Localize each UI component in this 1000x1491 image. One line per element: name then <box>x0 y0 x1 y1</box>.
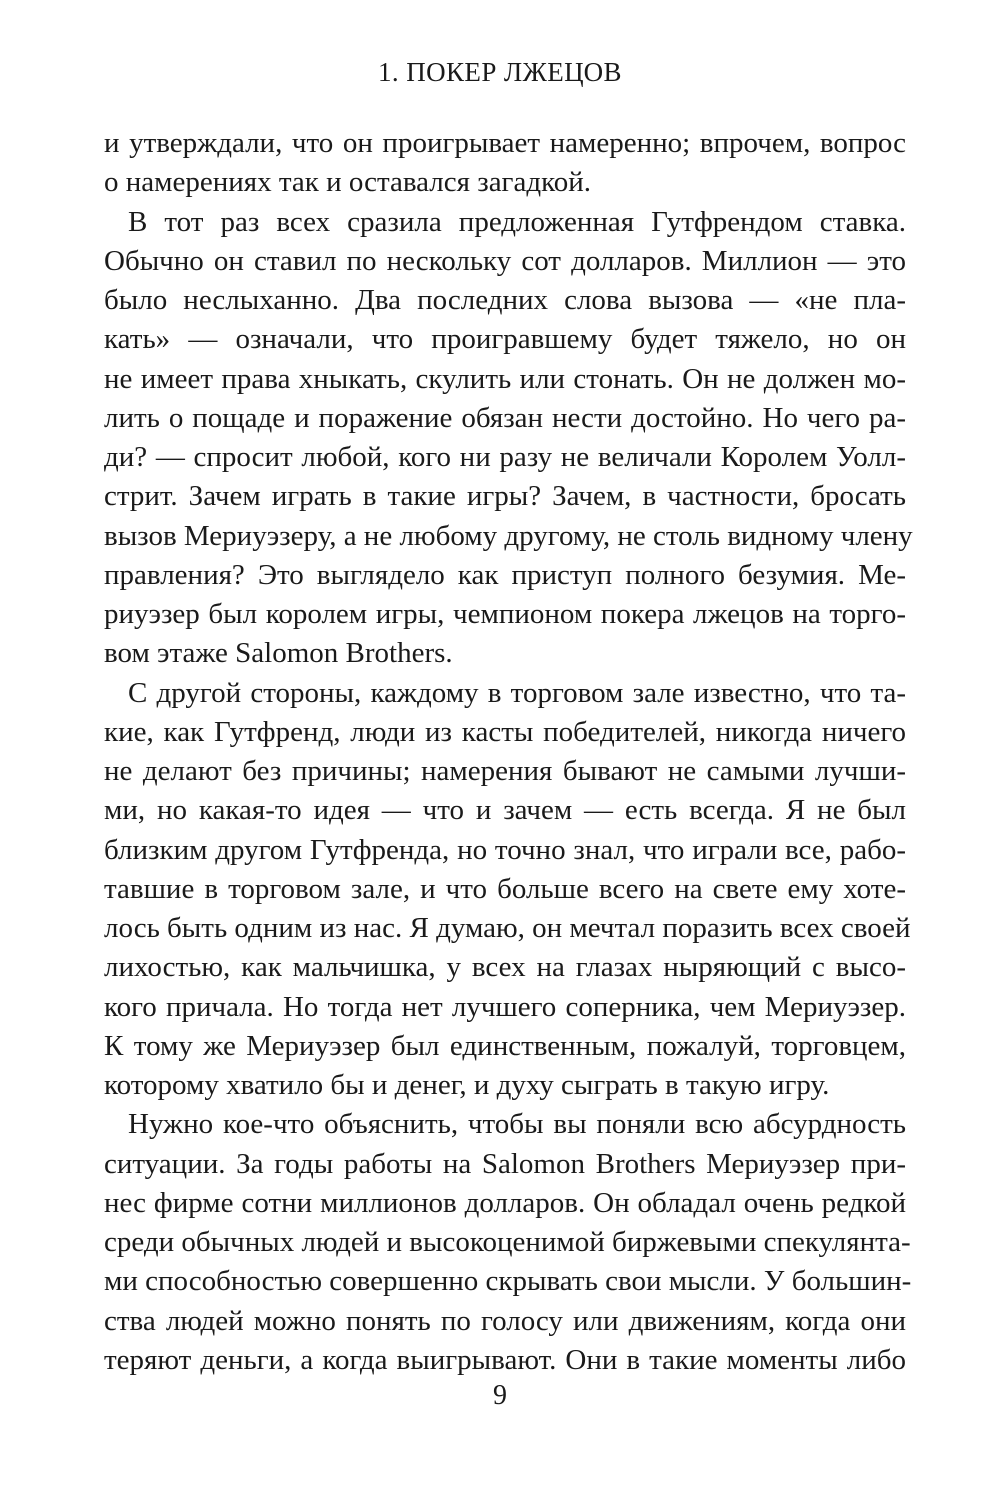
text-line: о намерениях так и оставался загадкой. <box>104 166 591 199</box>
text-line: ди? — спросит любой, кого ни разу не величали Королем Уолл- <box>104 441 906 473</box>
text-line: ства людей можно понять по голосу или движениям, когда они <box>104 1304 906 1337</box>
text-line: К тому же Мериуэзер был единственным, пожалуй, торговцем, <box>104 1029 906 1062</box>
text-line: теряют деньги, а когда выигрывают. Они в такие моменты либо <box>104 1343 906 1376</box>
text-line: не делают без причины; намерения бывают не самыми лучши- <box>104 755 906 787</box>
text-line: лось быть одним из нас. Я думаю, он мечтал поразить всех своей <box>104 912 911 944</box>
text-line: и утверждали, что он проигрывает намеренно; впрочем, вопрос <box>104 127 906 159</box>
text-line: вом этаже Salomon Brothers. <box>104 637 453 670</box>
text-line: лихостью, как мальчишка, у всех на глазах ныряющий с высо- <box>104 951 906 984</box>
text-line: кого причала. Но тогда нет лучшего соперника, чем Мериуэзер. <box>104 990 906 1023</box>
text-line: ситуации. За годы работы на Salomon Brothers Мериуэзер при- <box>104 1147 906 1180</box>
text-line: которому хватило бы и денег, и духу сыграть в такую игру. <box>104 1069 830 1101</box>
text-line: нес фирме сотни миллионов долларов. Он обладал очень редкой <box>104 1186 906 1219</box>
text-line: стрит. Зачем играть в такие игры? Зачем, в частности, бросать <box>104 480 906 513</box>
text-line: тавшие в торговом зале, и что больше всего на свете ему хоте- <box>104 872 906 905</box>
text-line: вызов Мериуэзеру, а не любому другому, не столь видному члену <box>104 519 913 552</box>
text-line: кие, как Гутфренд, люди из касты победителей, никогда ничего <box>104 715 906 748</box>
text-line: близким другом Гутфренда, но точно знал, что играли все, рабо- <box>104 833 906 866</box>
text-line: Нужно кое-что объяснить, чтобы вы поняли всю абсурдность <box>128 1108 906 1141</box>
text-line: риуэзер был королем игры, чемпионом покера лжецов на торго- <box>104 598 906 630</box>
text-line: среди обычных людей и высокоценимой биржевыми спекулянта- <box>104 1226 911 1258</box>
body-text <box>104 124 913 1380</box>
text-line: правления? Это выглядело как приступ полного безумия. Ме- <box>104 558 906 591</box>
text-line: не имеет права хныкать, скулить или стонать. Он не должен мо- <box>104 362 906 395</box>
text-line: ми, но какая-то идея — что и зачем — есть всегда. Я не был <box>104 794 906 827</box>
page-number: 9 <box>493 1380 507 1411</box>
text-line: было неслыханно. Два последних слова вызова — «не пла- <box>104 284 906 316</box>
text-line: Обычно он ставил по нескольку сот долларов. Миллион — это <box>104 244 906 277</box>
running-head: 1. ПОКЕР ЛЖЕЦОВ <box>378 57 622 87</box>
text-line: кать» — означали, что проигравшему будет тяжело, но он <box>104 323 906 356</box>
text-line: В тот раз всех сразила предложенная Гутфрендом ставка. <box>128 205 906 238</box>
text-line: ми способностью совершенно скрывать свои мысли. У большин- <box>104 1265 912 1298</box>
text-line: лить о пощаде и поражение обязан нести достойно. Но чего ра- <box>104 401 906 434</box>
text-line: С другой стороны, каждому в торговом зале известно, что та- <box>128 676 906 709</box>
